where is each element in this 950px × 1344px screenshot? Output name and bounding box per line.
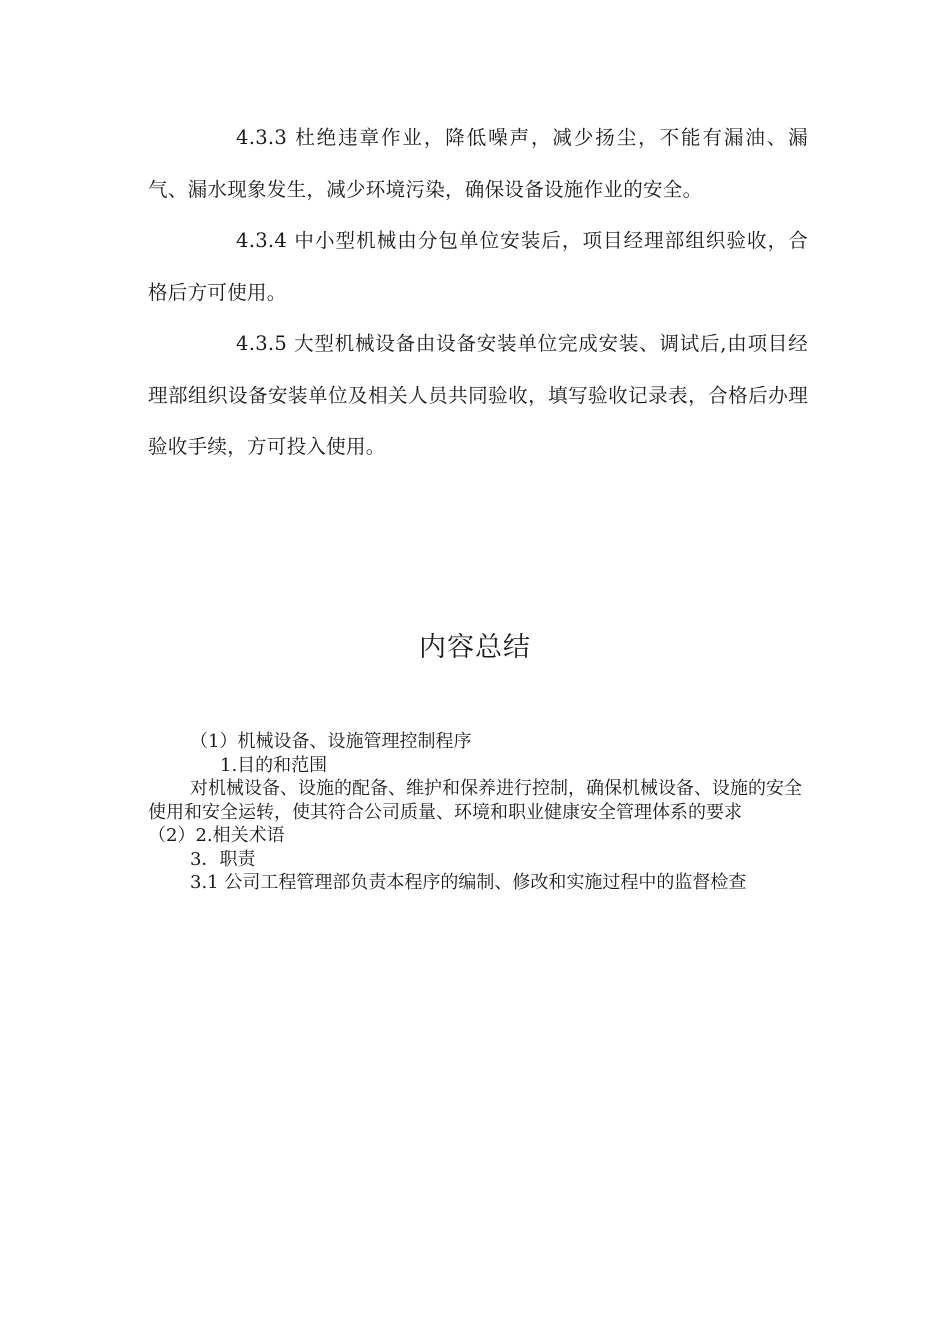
summary-line-duties: 3．职责 [190,848,256,870]
summary-line-terms: （2）2.相关术语 [148,825,285,846]
summary-line-duty-3-1: 3.1 公司工程管理部负责本程序的编制、修改和实施过程中的监督检查 [190,872,747,893]
summary-line-description: 对机械设备、设施的配备、维护和保养进行控制，确保机械设备、设施的安全使用和安全运转，使其符合公司质量、环境和职业健康安全管理体系的要求 [148,778,802,823]
summary-section [148,730,808,895]
summary-title: 内容总结 [419,632,531,663]
document-body [148,112,808,473]
paragraph-4-3-5: 4.3.5 大型机械设备由设备安装单位完成安装、调试后,由项目经理部组织设备安装单位及相关人员共同验收，填写验收记录表，合格后办理验收手续，方可投入使用。 [148,332,808,458]
summary-line-procedure: （1）机械设备、设施管理控制程序 [190,731,472,752]
paragraph-4-3-3: 4.3.3 杜绝违章作业，降低噪声，减少扬尘，不能有漏油、漏气、漏水现象发生，减少环境污染，确保设备设施作业的安全。 [148,126,808,201]
paragraph-4-3-4: 4.3.4 中小型机械由分包单位安装后，项目经理部组织验收，合格后方可使用。 [148,229,808,304]
summary-line-purpose: 1.目的和范围 [220,754,328,776]
